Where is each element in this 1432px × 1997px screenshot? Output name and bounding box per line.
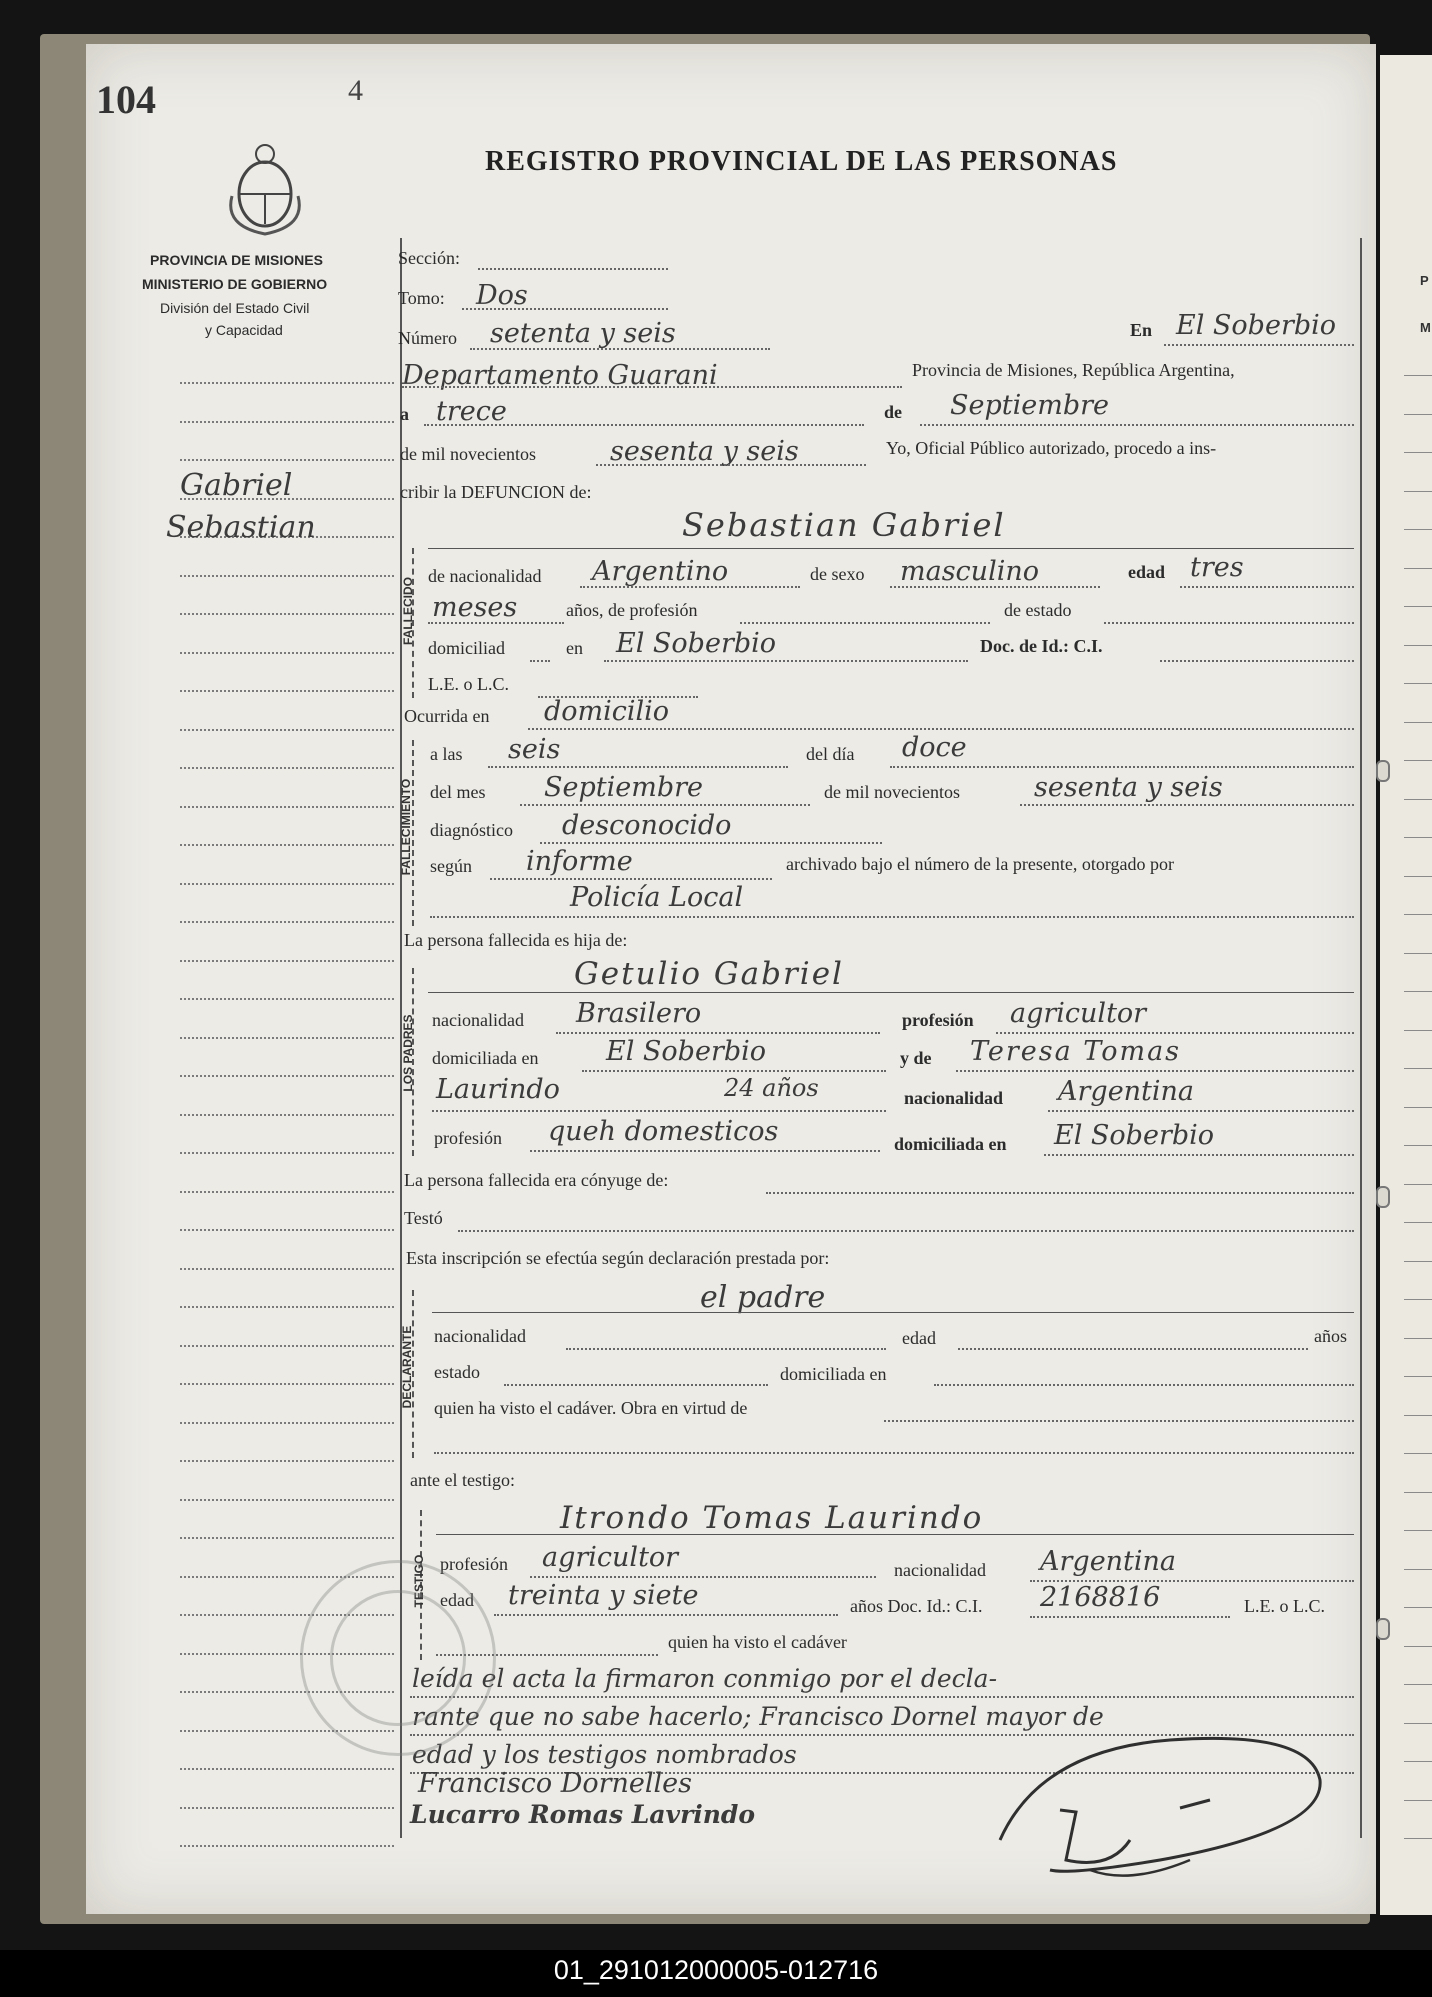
doc-id-field[interactable] xyxy=(1160,660,1354,662)
facing-page-line xyxy=(1404,1569,1432,1570)
testigo-name-field[interactable] xyxy=(436,1534,1354,1535)
facing-page-line xyxy=(1404,452,1432,453)
madre-domicilio-value: El Soberbio xyxy=(1054,1120,1215,1151)
facing-page-line xyxy=(1404,1030,1432,1031)
fallecido-profesion-field[interactable] xyxy=(740,622,990,624)
testigo-profesion-field[interactable] xyxy=(530,1576,876,1578)
margin-ruled-line xyxy=(180,960,394,962)
numero-label: Número xyxy=(398,328,457,348)
hora-value: seis xyxy=(508,734,561,765)
testigo-edad-label: edad xyxy=(440,1590,474,1610)
fallecimiento-mil-label: de mil novecientos xyxy=(824,782,960,802)
testigo-profesion-value: agricultor xyxy=(542,1542,679,1573)
margin-ruled-line xyxy=(180,1383,394,1385)
hora-label: a las xyxy=(430,744,463,764)
margin-ruled-line xyxy=(180,883,394,885)
estado-label: de estado xyxy=(1004,600,1072,620)
declarante-estado-field[interactable] xyxy=(504,1384,768,1386)
margin-ruled-line xyxy=(180,613,394,615)
dia-field[interactable] xyxy=(424,424,864,426)
sexo-value: masculino xyxy=(900,556,1039,587)
testigo-doc-field[interactable] xyxy=(1030,1616,1230,1618)
segun-value: informe xyxy=(526,846,633,877)
declarante-section-label: DECLARANTE xyxy=(400,1325,414,1409)
margin-ruled-line xyxy=(180,1114,394,1116)
facing-page-line xyxy=(1404,760,1432,761)
padre-profesion-label: profesión xyxy=(902,1010,974,1030)
margin-note-surname: Sebastian xyxy=(166,510,316,545)
mil-novecientos-label: de mil novecientos xyxy=(400,444,536,464)
fallecido-nacionalidad-field[interactable] xyxy=(580,586,800,588)
testigo-doc-label: años Doc. Id.: C.I. xyxy=(850,1596,983,1616)
ocurrida-value: domicilio xyxy=(544,696,670,727)
seccion-label: Sección: xyxy=(398,248,460,268)
conyuge-label: La persona fallecida era cónyuge de: xyxy=(404,1170,669,1190)
office-ministry: MINISTERIO DE GOBIERNO xyxy=(142,276,328,292)
declarante-domicilio-field[interactable] xyxy=(934,1384,1354,1386)
padre-profesion-field[interactable] xyxy=(996,1032,1354,1034)
inscribir-text: cribir la DEFUNCION de: xyxy=(400,482,592,502)
meses-field[interactable] xyxy=(428,622,564,624)
profesion-label: años, de profesión xyxy=(566,600,698,620)
margin-ruled-line xyxy=(180,1191,394,1193)
tomo-field[interactable] xyxy=(462,308,668,310)
otorgado-field[interactable] xyxy=(430,916,1354,918)
fallecido-nacionalidad-label: de nacionalidad xyxy=(428,566,542,586)
margin-ruled-line xyxy=(180,998,394,1000)
anio-field[interactable] xyxy=(596,464,866,466)
numero-value: setenta y seis xyxy=(490,318,676,349)
fallecimiento-dia-field[interactable] xyxy=(890,766,1354,768)
tomo-value: Dos xyxy=(476,280,528,311)
en-label: En xyxy=(1130,320,1153,340)
office-province: PROVINCIA DE MISIONES xyxy=(150,252,323,268)
facing-page-line xyxy=(1404,799,1432,800)
madre-name-continued: Laurindo xyxy=(436,1074,560,1105)
padre-domiciliada-label: domiciliada en xyxy=(432,1048,539,1068)
padre-profesion-value: agricultor xyxy=(1010,998,1147,1029)
testigo-nacionalidad-label: nacionalidad xyxy=(894,1560,986,1580)
testigo-nacionalidad-value: Argentina xyxy=(1040,1546,1177,1577)
mes-field[interactable] xyxy=(920,424,1354,426)
faded-stamp-inner-icon xyxy=(330,1590,466,1726)
padre-nacionalidad-label: nacionalidad xyxy=(432,1010,524,1030)
margin-ruled-line xyxy=(180,729,394,731)
madre-name: Teresa Tomas xyxy=(970,1036,1182,1067)
fallecido-domicilio-field[interactable] xyxy=(604,660,968,662)
a-label: a xyxy=(400,404,409,424)
testigo-profesion-label: profesión xyxy=(440,1554,508,1574)
margin-note-first-name: Gabriel xyxy=(180,468,293,503)
margin-ruled-line xyxy=(180,1537,394,1539)
madre-edad: 24 años xyxy=(724,1074,819,1102)
testo-field[interactable] xyxy=(458,1230,1354,1232)
testigo-edad-value: treinta y siete xyxy=(508,1580,699,1611)
facing-page-line xyxy=(1404,1838,1432,1839)
declarante-domiciliada-label: domiciliada en xyxy=(780,1364,887,1384)
margin-ruled-line xyxy=(180,421,394,423)
signature-testigo: Lucarro Romas Lavrindo xyxy=(410,1800,756,1829)
margin-ruled-line xyxy=(180,1345,394,1347)
office-division: División del Estado Civil xyxy=(160,300,310,316)
declarante-intro-text: Esta inscripción se efectúa según declaración prestada por: xyxy=(406,1248,830,1268)
document-title: REGISTRO PROVINCIAL DE LAS PERSONAS xyxy=(485,146,1118,177)
dia-value: trece xyxy=(436,396,507,427)
departamento-field[interactable] xyxy=(402,386,902,388)
declarante-field[interactable] xyxy=(432,1312,1354,1313)
margin-ruled-line xyxy=(180,844,394,846)
testigo-doc-value: 2168816 xyxy=(1040,1582,1161,1613)
numero-field[interactable] xyxy=(470,348,770,350)
deceased-name-field[interactable] xyxy=(428,548,1354,549)
domiciliado-label: domiciliad xyxy=(428,638,505,658)
madre-nacionalidad-label: nacionalidad xyxy=(904,1088,1004,1108)
anio-value: sesenta y seis xyxy=(610,436,799,467)
fallecimiento-mes-label: del mes xyxy=(430,782,486,802)
fallecimiento-anio-field[interactable] xyxy=(1020,804,1354,806)
padre-name: Getulio Gabriel xyxy=(574,956,844,992)
margin-ruled-line xyxy=(180,1306,394,1308)
facing-page-line xyxy=(1404,1338,1432,1339)
fallecido-section-label: FALLECIDO xyxy=(401,577,415,645)
facing-page-line xyxy=(1404,1222,1432,1223)
fallecimiento-dia-label: del día xyxy=(806,744,855,764)
testigo-le-label: L.E. o L.C. xyxy=(1244,1596,1325,1616)
facing-page-line xyxy=(1404,1261,1432,1262)
binding-hole-icon xyxy=(1376,760,1390,782)
testigo-name: Itrondo Tomas Laurindo xyxy=(560,1500,984,1536)
padre-domicilio-field[interactable] xyxy=(582,1070,886,1072)
declarante-value: el padre xyxy=(700,1280,826,1315)
fallecido-domicilio-value: El Soberbio xyxy=(616,628,777,659)
facing-page-line xyxy=(1404,1607,1432,1608)
madre-profesion-field[interactable] xyxy=(530,1150,880,1152)
facing-page-line xyxy=(1404,606,1432,607)
declarante-extra-field[interactable] xyxy=(434,1452,1354,1454)
mes-value: Septiembre xyxy=(950,390,1109,421)
ante-testigo-label: ante el testigo: xyxy=(410,1470,515,1490)
binding-hole-icon xyxy=(1376,1618,1390,1640)
facing-page-line xyxy=(1404,1492,1432,1493)
provincia-text: Provincia de Misiones, República Argentina, xyxy=(912,360,1235,380)
fallecimiento-section-label: FALLECIMIENTO xyxy=(399,778,413,876)
facing-page-line xyxy=(1404,375,1432,376)
declarante-nacionalidad-field[interactable] xyxy=(566,1348,886,1350)
declarante-anios-label: años xyxy=(1314,1326,1347,1346)
diagnostico-label: diagnóstico xyxy=(430,820,513,840)
facing-page-line xyxy=(1404,837,1432,838)
facing-page-line xyxy=(1404,491,1432,492)
margin-ruled-line xyxy=(180,1229,394,1231)
declarante-edad-label: edad xyxy=(902,1328,936,1348)
folio-number: 104 xyxy=(96,77,156,122)
facing-page-line xyxy=(1404,914,1432,915)
facing-page-line xyxy=(1404,722,1432,723)
office-capacidad: y Capacidad xyxy=(205,322,283,338)
diagnostico-field[interactable] xyxy=(540,842,882,844)
hija-label: La persona fallecida es hija de: xyxy=(404,930,628,950)
de-label: de xyxy=(884,402,902,422)
facing-page-line xyxy=(1404,1068,1432,1069)
closing-line-2: rante que no sabe hacerlo; Francisco Dornel mayor de xyxy=(412,1702,1104,1731)
margin-ruled-line xyxy=(180,1807,394,1809)
margin-ruled-line xyxy=(180,459,394,461)
file-caption: 01_291012000005-012716 xyxy=(553,1955,879,1985)
obra-en-virtud-field[interactable] xyxy=(884,1420,1354,1422)
facing-page-line xyxy=(1404,645,1432,646)
declarante-edad-field[interactable] xyxy=(958,1348,1308,1350)
testigo-edad-field[interactable] xyxy=(494,1614,838,1616)
declarante-nacionalidad-label: nacionalidad xyxy=(434,1326,526,1346)
testo-label: Testó xyxy=(404,1208,443,1228)
margin-ruled-line xyxy=(180,382,394,384)
padre-nacionalidad-value: Brasilero xyxy=(576,998,702,1029)
fallecimiento-mes-field[interactable] xyxy=(520,804,810,806)
facing-page-line xyxy=(1404,1800,1432,1801)
closing-field-1 xyxy=(410,1696,1354,1698)
margin-ruled-line xyxy=(180,1768,394,1770)
margin-ruled-line xyxy=(180,1268,394,1270)
facing-page-line xyxy=(1404,1415,1432,1416)
domicilio-en-label: en xyxy=(566,638,583,658)
oficial-text: Yo, Oficial Público autorizado, procedo a ins- xyxy=(886,438,1217,458)
facing-page-line xyxy=(1404,991,1432,992)
margin-ruled-line xyxy=(180,1460,394,1462)
conyuge-field[interactable] xyxy=(766,1192,1354,1194)
en-value: El Soberbio xyxy=(1176,310,1337,341)
doc-id-label: Doc. de Id.: C.I. xyxy=(980,636,1103,656)
meses-value: meses xyxy=(432,592,518,623)
fallecimiento-mes-value: Septiembre xyxy=(544,772,703,803)
signature-declarante: Francisco Dornelles xyxy=(418,1768,692,1799)
facing-page-line xyxy=(1404,1646,1432,1647)
madre-name-field[interactable] xyxy=(956,1070,1354,1072)
facing-page-line xyxy=(1404,1723,1432,1724)
fallecimiento-dia-value: doce xyxy=(902,732,967,763)
margin-ruled-line xyxy=(180,690,394,692)
facing-page-line xyxy=(1404,1184,1432,1185)
edad-label: edad xyxy=(1128,562,1166,582)
margin-ruled-line xyxy=(180,1152,394,1154)
facing-page-line xyxy=(1404,953,1432,954)
testigo-section-label: TESTIGO xyxy=(412,1554,426,1608)
margin-ruled-line xyxy=(180,806,394,808)
margin-ruled-line xyxy=(180,1845,394,1847)
margin-ruled-line xyxy=(180,1499,394,1501)
madre-nacionalidad-field[interactable] xyxy=(1048,1110,1354,1112)
edad-field[interactable] xyxy=(1180,586,1354,588)
margin-ruled-line xyxy=(180,1075,394,1077)
otorgado-value: Policía Local xyxy=(570,882,744,913)
hora-field[interactable] xyxy=(488,766,788,768)
ocurrida-label: Ocurrida en xyxy=(404,706,490,726)
deceased-name: Sebastian Gabriel xyxy=(682,506,1006,544)
madre-profesion-label: profesión xyxy=(434,1128,502,1148)
margin-ruled-line xyxy=(180,1422,394,1424)
fallecimiento-anio-value: sesenta y seis xyxy=(1034,772,1223,803)
facing-page-line xyxy=(1404,1761,1432,1762)
margin-ruled-line xyxy=(180,575,394,577)
seccion-field[interactable] xyxy=(478,268,668,270)
facing-page-line xyxy=(1404,1684,1432,1685)
le-lc-label: L.E. o L.C. xyxy=(428,674,509,694)
ocurrida-field[interactable] xyxy=(528,728,1354,730)
estado-field[interactable] xyxy=(1104,622,1354,624)
edad-value: tres xyxy=(1190,552,1244,583)
facing-page-line xyxy=(1404,1299,1432,1300)
margin-ruled-line xyxy=(180,921,394,923)
facing-page-line xyxy=(1404,1453,1432,1454)
segun-label: según xyxy=(430,856,472,876)
diagnostico-value: desconocido xyxy=(562,810,732,841)
declarante-cadaver-text: quien ha visto el cadáver. Obra en virtud de xyxy=(434,1398,748,1418)
domiciliado-suffix-field xyxy=(530,660,550,662)
sexo-label: de sexo xyxy=(810,564,865,584)
closing-line-1: leída el acta la firmaron conmigo por el decla- xyxy=(412,1664,998,1693)
padres-section-label: LOS PADRES xyxy=(401,1014,415,1092)
madre-profesion-value: queh domesticos xyxy=(548,1116,779,1147)
facing-page-line xyxy=(1404,1376,1432,1377)
facing-page-line xyxy=(1404,683,1432,684)
closing-line-3: edad y los testigos nombrados xyxy=(412,1740,797,1769)
declarante-estado-label: estado xyxy=(434,1362,480,1382)
y-de-label: y de xyxy=(900,1048,932,1068)
madre-domiciliada-label: domiciliada en xyxy=(894,1134,1007,1154)
right-frame-rule xyxy=(1360,238,1362,1838)
sexo-field[interactable] xyxy=(890,586,1100,588)
padre-name-field[interactable] xyxy=(428,992,1354,993)
facing-page-line xyxy=(1404,414,1432,415)
padre-nacionalidad-field[interactable] xyxy=(556,1032,880,1034)
official-signature-icon xyxy=(980,1720,1330,1890)
en-field[interactable] xyxy=(1164,344,1354,346)
madre-domicilio-field[interactable] xyxy=(1044,1154,1354,1156)
margin-ruled-line xyxy=(180,652,394,654)
binding-hole-icon xyxy=(1376,1186,1390,1208)
madre-nacionalidad-value: Argentina xyxy=(1058,1076,1195,1107)
facing-page-line xyxy=(1404,1145,1432,1146)
madre-name-field-2[interactable] xyxy=(432,1110,886,1112)
segun-field[interactable] xyxy=(490,878,772,880)
facing-page-line xyxy=(1404,529,1432,530)
margin-ruled-line xyxy=(180,1037,394,1039)
tomo-label: Tomo: xyxy=(398,288,445,308)
facing-page-line xyxy=(1404,568,1432,569)
testigo-cadaver-text: quien ha visto el cadáver xyxy=(668,1632,847,1652)
facing-page-edge: P M xyxy=(1380,55,1432,1915)
archivado-text: archivado bajo el número de la presente, otorgado por xyxy=(786,854,1175,874)
facing-page-line xyxy=(1404,876,1432,877)
facing-page-line xyxy=(1404,1107,1432,1108)
padre-domicilio-value: El Soberbio xyxy=(606,1036,767,1067)
argentine-coat-of-arms-icon xyxy=(222,136,308,238)
page-number: 4 xyxy=(348,74,363,107)
facing-page-line xyxy=(1404,1530,1432,1531)
departamento-value: Departamento Guarani xyxy=(402,360,718,391)
fallecido-nacionalidad-value: Argentino xyxy=(592,556,729,587)
margin-ruled-line xyxy=(180,767,394,769)
